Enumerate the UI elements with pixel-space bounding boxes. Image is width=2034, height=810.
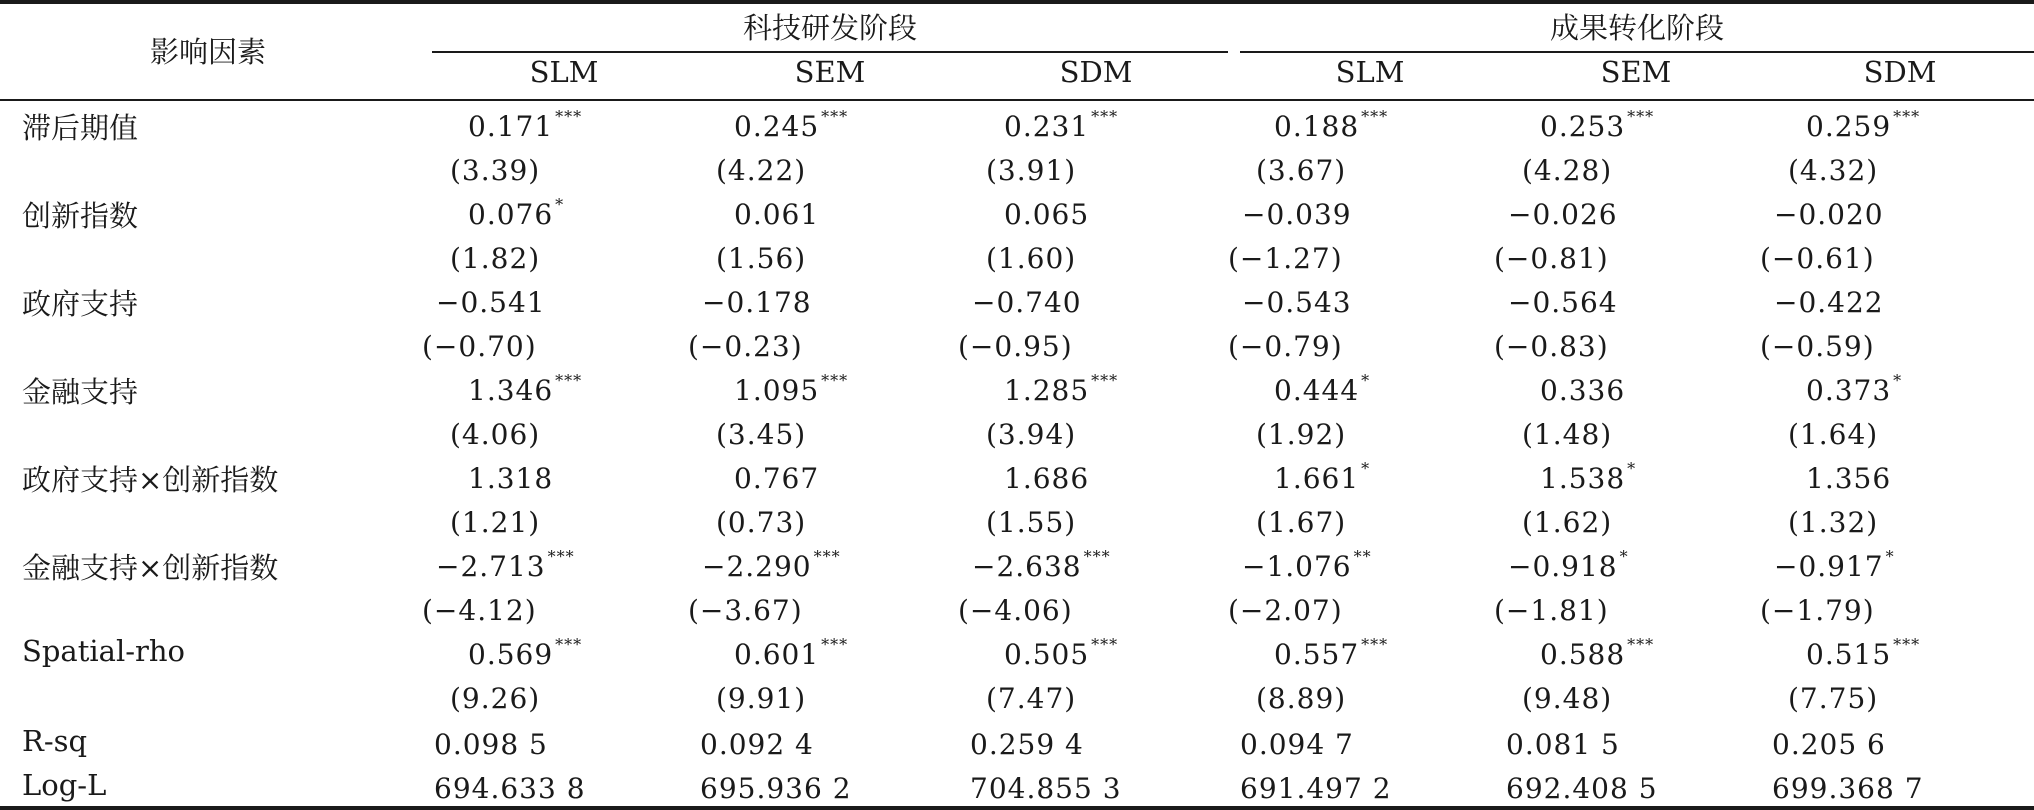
coefficient-cell [436, 286, 546, 319]
coefficient-value: 0.557 [1274, 638, 1360, 671]
coefficient-value: −0.917 [1774, 550, 1884, 583]
t-statistic-cell: (1.67) [1256, 506, 1347, 539]
significance-stars: ** [1353, 546, 1372, 566]
coefficient-value: −0.178 [702, 286, 812, 319]
coefficient-value: 0.245 [734, 110, 820, 143]
significance-stars: *** [1361, 634, 1389, 654]
t-statistic-cell: (4.06) [450, 418, 541, 451]
coefficient-cell [1540, 106, 1655, 143]
coefficient-value: 694.633 8 [434, 772, 586, 805]
coefficient-cell [1242, 286, 1352, 319]
coefficient-cell [1806, 634, 1921, 671]
coefficient-value: −0.740 [972, 286, 1082, 319]
t-statistic-cell: (8.89) [1256, 682, 1347, 715]
coefficient-value: 0.515 [1806, 638, 1892, 671]
coefficient-cell [1506, 728, 1620, 761]
coefficient-value: 691.497 2 [1240, 772, 1392, 805]
coefficient-value: 0.092 4 [700, 728, 814, 761]
group-underline-transfer [1240, 51, 2034, 53]
t-statistic-cell: (3.91) [986, 154, 1077, 187]
group-underline-rd [432, 51, 1228, 53]
coefficient-cell [1806, 462, 1891, 495]
significance-stars: *** [555, 370, 583, 390]
coefficient-cell [468, 194, 565, 231]
coefficient-cell [734, 106, 849, 143]
t-statistic-cell: (1.48) [1522, 418, 1613, 451]
coefficient-value: −2.713 [436, 550, 546, 583]
model-header-sdm-rd: SDM [1059, 55, 1133, 89]
coefficient-value: 0.171 [468, 110, 554, 143]
coefficient-value: 0.588 [1540, 638, 1626, 671]
t-statistic-cell: (3.94) [986, 418, 1077, 451]
significance-stars: *** [821, 634, 849, 654]
t-statistic-cell: (3.45) [716, 418, 807, 451]
significance-stars: *** [813, 546, 841, 566]
coefficient-value: 699.368 7 [1772, 772, 1924, 805]
t-statistic-cell: (1.62) [1522, 506, 1613, 539]
coefficient-cell [1242, 546, 1372, 583]
significance-stars: *** [821, 106, 849, 126]
coefficient-value: 0.188 [1274, 110, 1360, 143]
table-header-rule [0, 99, 2034, 101]
table-top-rule [0, 0, 2034, 4]
factor-label: 政府支持 [22, 287, 139, 321]
coefficient-cell [1004, 198, 1089, 231]
coefficient-cell [1772, 728, 1886, 761]
t-statistic-cell: (−0.61) [1760, 242, 1875, 275]
coefficient-cell [1004, 462, 1089, 495]
coefficient-value: −0.543 [1242, 286, 1352, 319]
t-statistic-cell: (7.75) [1788, 682, 1879, 715]
coefficient-cell [468, 462, 553, 495]
t-statistic-cell: (−1.79) [1760, 594, 1875, 627]
coefficient-value: 1.661 [1274, 462, 1360, 495]
factor-label: 滞后期值 [22, 111, 139, 145]
coefficient-cell [1274, 634, 1389, 671]
coefficient-cell [972, 286, 1082, 319]
t-statistic-cell: (−0.83) [1494, 330, 1609, 363]
significance-stars: * [1619, 546, 1629, 566]
coefficient-cell [436, 546, 575, 583]
t-statistic-cell: (3.39) [450, 154, 541, 187]
coefficient-value: 1.285 [1004, 374, 1090, 407]
coefficient-value: 0.094 7 [1240, 728, 1354, 761]
coefficient-cell [970, 772, 1122, 805]
coefficient-cell [1772, 772, 1924, 805]
coefficient-value: 1.356 [1806, 462, 1892, 495]
t-statistic-cell: (1.21) [450, 506, 541, 539]
t-statistic-cell: (1.82) [450, 242, 541, 275]
coefficient-cell [468, 634, 583, 671]
model-header-sem-rd: SEM [794, 55, 866, 89]
factor-column-header: 影响因素 [150, 35, 267, 69]
t-statistic-cell: (1.60) [986, 242, 1077, 275]
coefficient-cell [1774, 286, 1884, 319]
t-statistic-cell: (4.28) [1522, 154, 1613, 187]
factor-label: Log-L [22, 768, 107, 802]
significance-stars: * [555, 194, 565, 214]
coefficient-cell [468, 106, 583, 143]
coefficient-cell [1774, 198, 1884, 231]
significance-stars: *** [1361, 106, 1389, 126]
significance-stars: *** [1627, 634, 1655, 654]
significance-stars: *** [1091, 634, 1119, 654]
factor-label: 创新指数 [22, 199, 139, 233]
coefficient-cell [1508, 198, 1618, 231]
significance-stars: *** [1083, 546, 1111, 566]
significance-stars: *** [547, 546, 575, 566]
factor-label: Spatial-rho [22, 634, 186, 668]
coefficient-cell [1240, 728, 1354, 761]
t-statistic-cell: (−3.67) [688, 594, 803, 627]
coefficient-value: 1.538 [1540, 462, 1626, 495]
coefficient-value: 0.444 [1274, 374, 1360, 407]
t-statistic-cell: (−2.07) [1228, 594, 1343, 627]
coefficient-cell [434, 728, 548, 761]
coefficient-cell [1240, 772, 1392, 805]
group-header-transfer: 成果转化阶段 [1549, 11, 1724, 45]
coefficient-cell [700, 772, 852, 805]
significance-stars: * [1361, 458, 1371, 478]
table-bottom-rule [0, 806, 2034, 810]
factor-label: 金融支持 [22, 375, 139, 409]
coefficient-cell [1806, 370, 1903, 407]
t-statistic-cell: (−0.79) [1228, 330, 1343, 363]
coefficient-cell [434, 772, 586, 805]
coefficient-cell [1540, 458, 1637, 495]
t-statistic-cell: (9.91) [716, 682, 807, 715]
coefficient-cell [1806, 106, 1921, 143]
significance-stars: * [1361, 370, 1371, 390]
coefficient-value: −0.039 [1242, 198, 1352, 231]
significance-stars: * [1627, 458, 1637, 478]
significance-stars: *** [1627, 106, 1655, 126]
coefficient-cell [1508, 546, 1629, 583]
t-statistic-cell: (9.26) [450, 682, 541, 715]
model-header-slm-rd: SLM [529, 55, 599, 89]
coefficient-value: 1.686 [1004, 462, 1090, 495]
coefficient-value: 0.098 5 [434, 728, 548, 761]
coefficient-cell [1242, 198, 1352, 231]
coefficient-value: 0.505 [1004, 638, 1090, 671]
coefficient-cell [702, 546, 841, 583]
t-statistic-cell: (1.92) [1256, 418, 1347, 451]
coefficient-value: 0.767 [734, 462, 820, 495]
coefficient-value: −0.020 [1774, 198, 1884, 231]
coefficient-value: 695.936 2 [700, 772, 852, 805]
coefficient-cell [1540, 374, 1625, 407]
coefficient-value: −1.076 [1242, 550, 1352, 583]
significance-stars: * [1885, 546, 1895, 566]
coefficient-value: 0.205 6 [1772, 728, 1886, 761]
coefficient-cell [1004, 634, 1119, 671]
t-statistic-cell: (−1.81) [1494, 594, 1609, 627]
coefficient-value: 0.259 [1806, 110, 1892, 143]
significance-stars: *** [1893, 106, 1921, 126]
coefficient-value: 0.076 [468, 198, 554, 231]
coefficient-cell [1004, 106, 1119, 143]
group-header-rd: 科技研发阶段 [742, 11, 917, 45]
t-statistic-cell: (7.47) [986, 682, 1077, 715]
coefficient-value: −0.918 [1508, 550, 1618, 583]
t-statistic-cell: (3.67) [1256, 154, 1347, 187]
t-statistic-cell: (4.32) [1788, 154, 1879, 187]
coefficient-cell [1274, 106, 1389, 143]
t-statistic-cell: (−0.95) [958, 330, 1073, 363]
t-statistic-cell: (1.64) [1788, 418, 1879, 451]
t-statistic-cell: (9.48) [1522, 682, 1613, 715]
significance-stars: * [1893, 370, 1903, 390]
t-statistic-cell: (−4.12) [422, 594, 537, 627]
coefficient-value: −0.541 [436, 286, 546, 319]
significance-stars: *** [1091, 370, 1119, 390]
coefficient-cell [734, 462, 819, 495]
coefficient-value: 0.259 4 [970, 728, 1084, 761]
t-statistic-cell: (4.22) [716, 154, 807, 187]
t-statistic-cell: (−0.81) [1494, 242, 1609, 275]
t-statistic-cell: (−0.59) [1760, 330, 1875, 363]
t-statistic-cell: (1.32) [1788, 506, 1879, 539]
coefficient-value: 0.601 [734, 638, 820, 671]
significance-stars: *** [821, 370, 849, 390]
coefficient-value: −2.290 [702, 550, 812, 583]
coefficient-value: −0.026 [1508, 198, 1618, 231]
significance-stars: *** [555, 106, 583, 126]
coefficient-value: 0.336 [1540, 374, 1626, 407]
coefficient-cell [970, 728, 1084, 761]
coefficient-cell [972, 546, 1111, 583]
coefficient-value: −0.564 [1508, 286, 1618, 319]
coefficient-value: 1.346 [468, 374, 554, 407]
t-statistic-cell: (0.73) [716, 506, 807, 539]
coefficient-value: 0.569 [468, 638, 554, 671]
significance-stars: *** [1893, 634, 1921, 654]
coefficient-value: 0.081 5 [1506, 728, 1620, 761]
coefficient-value: 692.408 5 [1506, 772, 1658, 805]
coefficient-cell [1540, 634, 1655, 671]
coefficient-cell [468, 370, 583, 407]
coefficient-cell [1506, 772, 1658, 805]
t-statistic-cell: (1.55) [986, 506, 1077, 539]
coefficient-value: −0.422 [1774, 286, 1884, 319]
coefficient-cell [702, 286, 812, 319]
factor-label: 金融支持×创新指数 [22, 551, 279, 585]
coefficient-cell [1774, 546, 1895, 583]
factor-label: R-sq [22, 724, 88, 758]
coefficient-cell [1274, 458, 1371, 495]
coefficient-cell [734, 370, 849, 407]
t-statistic-cell: (−0.70) [422, 330, 537, 363]
coefficient-value: 0.373 [1806, 374, 1892, 407]
coefficient-cell [734, 634, 849, 671]
coefficient-cell [700, 728, 814, 761]
significance-stars: *** [1091, 106, 1119, 126]
t-statistic-cell: (−4.06) [958, 594, 1073, 627]
coefficient-cell [1004, 370, 1119, 407]
coefficient-value: 1.318 [468, 462, 554, 495]
coefficient-value: 0.231 [1004, 110, 1090, 143]
coefficient-value: −2.638 [972, 550, 1082, 583]
significance-stars: *** [555, 634, 583, 654]
model-header-slm-transfer: SLM [1335, 55, 1405, 89]
coefficient-value: 704.855 3 [970, 772, 1122, 805]
coefficient-cell [734, 198, 819, 231]
coefficient-value: 0.065 [1004, 198, 1090, 231]
coefficient-cell [1508, 286, 1618, 319]
factor-label: 政府支持×创新指数 [22, 463, 279, 497]
coefficient-value: 0.253 [1540, 110, 1626, 143]
coefficient-value: 1.095 [734, 374, 820, 407]
model-header-sdm-transfer: SDM [1863, 55, 1937, 89]
t-statistic-cell: (1.56) [716, 242, 807, 275]
t-statistic-cell: (−0.23) [688, 330, 803, 363]
model-header-sem-transfer: SEM [1600, 55, 1672, 89]
coefficient-cell [1274, 370, 1371, 407]
coefficient-value: 0.061 [734, 198, 820, 231]
t-statistic-cell: (−1.27) [1228, 242, 1343, 275]
